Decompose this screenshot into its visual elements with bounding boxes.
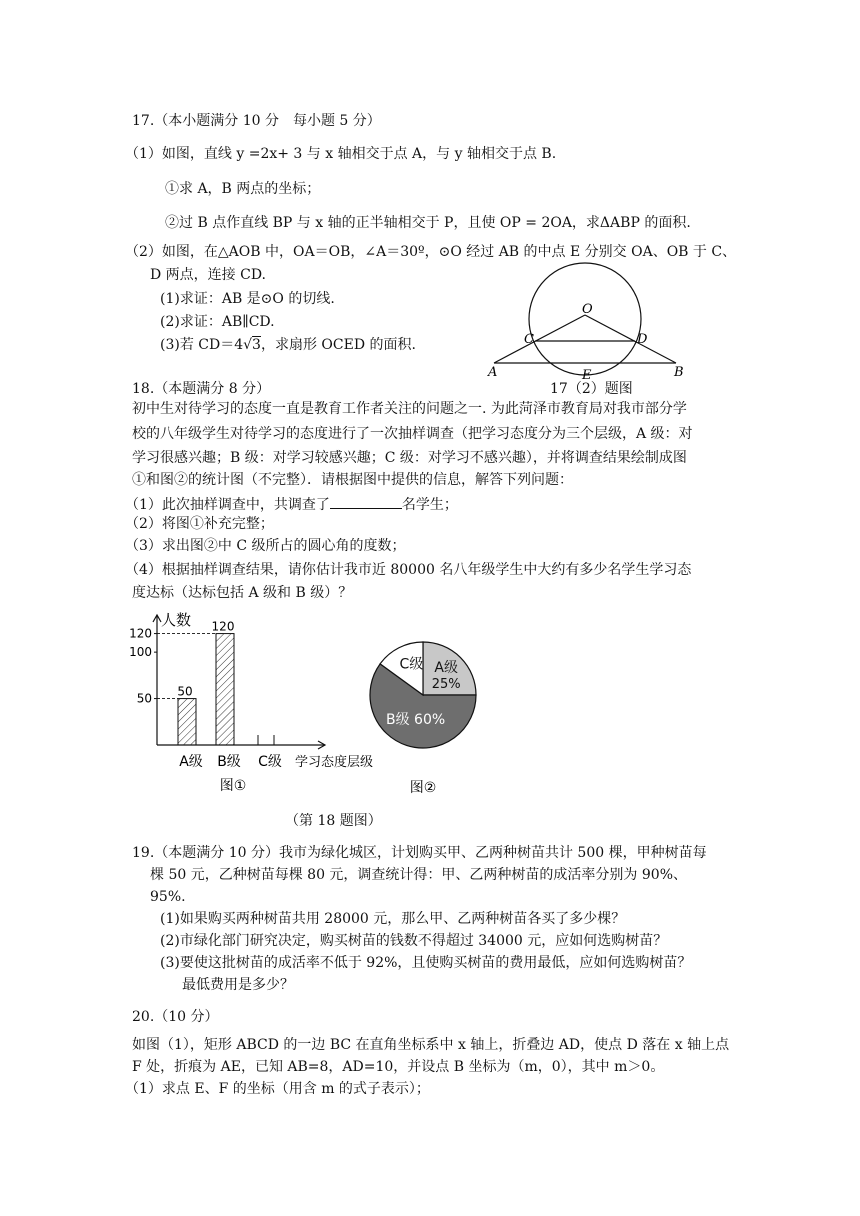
x-tick-label: C级 xyxy=(258,754,282,770)
label-b: B xyxy=(674,365,684,380)
q18-q1-post: 名学生； xyxy=(401,497,458,513)
bar-data-label: 120 xyxy=(211,619,235,634)
q18-question-4a: （4）根据抽样调查结果，请你估计我市近 80000 名八年级学生中大约有多少名学生学习态 xyxy=(125,562,692,578)
q19-sub-1: (1)如果购买两种树苗共用 28000 元，那么甲、乙两种树苗各买了多少棵？ xyxy=(160,911,626,927)
circle-o xyxy=(529,263,641,375)
q17-figure-caption: 17（2）题图 xyxy=(550,381,633,397)
q18-q1-pre: （1）此次抽样调查中，共调查了 xyxy=(125,497,330,513)
q19-sub-2: (2)市绿化部门研究决定，购买树苗的钱数不得超过 34000 元，应如何选购树苗？ xyxy=(160,933,668,949)
sqrt-sign: √ xyxy=(243,337,253,353)
q19-sub-3: (3)要使这批树苗的成活率不低于 92%，且使购买树苗的费用最低，应如何选购树苗？ xyxy=(160,955,692,971)
bar-data-label: 50 xyxy=(177,684,193,699)
answer-blank xyxy=(330,494,402,509)
q17-sub3-post: ，求扇形 OCED 的面积. xyxy=(260,337,416,353)
q19-sub-3b: 最低费用是多少？ xyxy=(182,977,294,993)
pie-chart xyxy=(360,640,490,800)
q17-sub3-radicand: 3 xyxy=(252,337,261,353)
q18-question-2: （2）将图①补充完整； xyxy=(125,516,274,532)
q17-circle-figure xyxy=(480,258,700,384)
q18-body-2: 校的八年级学生对待学习的态度进行了一次抽样调查（把学习态度分为三个层级，A 级：对 xyxy=(132,426,693,442)
label-o: O xyxy=(582,302,593,317)
q20-line-1: 如图（1），矩形 ABCD 的一边 BC 在直角坐标系中 x 轴上，折叠边 AD，使点 D 落在 x 轴上点 xyxy=(132,1037,730,1053)
segment-ob xyxy=(585,315,676,363)
label-c: C xyxy=(524,332,534,347)
y-axis-label: 人数 xyxy=(161,611,192,629)
q18-body-4: ①和图②的统计图（不完整）．请根据图中提供的信息，解答下列问题： xyxy=(132,472,573,488)
q20-header: 20.（10 分） xyxy=(132,1009,219,1025)
q18-question-4b: 度达标（达标包括 A 级和 B 级）？ xyxy=(132,585,353,601)
q17-part1-b: ②过 B 点作直线 BP 与 x 轴的正半轴相交于 P，且使 OP = 2OA，求ΔABP 的面积. xyxy=(165,215,691,231)
y-tick-label: 50 xyxy=(136,691,152,706)
pie-pct-label: 25% xyxy=(431,676,461,692)
x-tick-label: B级 xyxy=(217,754,241,770)
x-axis-label: 学习态度层级 xyxy=(295,755,374,770)
label-d: D xyxy=(637,332,648,347)
q17-part2-sub1: (1)求证：AB 是⊙O 的切线. xyxy=(160,291,335,307)
q17-part1-a: ①求 A，B 两点的坐标； xyxy=(165,181,321,197)
bar-chart xyxy=(125,605,395,795)
q20-line-2: F 处，折痕为 AE，已知 AB=8，AD=10，并设点 B 坐标为（m，0），其中 m＞0。 xyxy=(132,1059,665,1075)
pie-label: A级 xyxy=(434,659,459,676)
q17-part2-line2: D 两点，连接 CD. xyxy=(150,267,267,283)
bar-1 xyxy=(178,699,196,745)
q20-question-1: （1）求点 E、F 的坐标（用含 m 的式子表示）； xyxy=(125,1081,430,1097)
y-tick-label: 120 xyxy=(129,626,152,641)
q17-part2-sub2: (2)求证：AB∥CD. xyxy=(160,314,275,330)
q19-line-3: 95%. xyxy=(150,889,186,905)
q19-line-2: 棵 50 元，乙种树苗每棵 80 元，调查统计得：甲、乙两种树苗的成活率分别为 90%、 xyxy=(150,867,687,883)
segment-oa xyxy=(494,315,585,363)
q18-question-3: （3）求出图②中 C 级所占的圆心角的度数； xyxy=(125,538,406,554)
x-tick-label: A级 xyxy=(179,754,203,770)
q17-part2-line1: （2）如图，在△AOB 中，OA＝OB，∠A＝30º，⊙O 经过 AB 的中点 E 分别交 OA、OB 于 C、 xyxy=(125,244,737,260)
chart-caption: 图② xyxy=(409,780,437,796)
q18-header: 18.（本题满分 8 分） xyxy=(132,381,271,397)
q19-line-1: 19.（本题满分 10 分）我市为绿化城区，计划购买甲、乙两种树苗共计 500 棵，甲种树苗每 xyxy=(132,845,707,861)
label-e: E xyxy=(582,368,592,383)
q17-sub3-pre: (3)若 CD＝4 xyxy=(160,337,244,353)
y-tick-label: 100 xyxy=(129,645,152,660)
label-a: A xyxy=(488,365,498,380)
q17-part2-sub3 xyxy=(160,336,416,354)
q17-part1: （1）如图，直线 y =2x+ 3 与 x 轴相交于点 A，与 y 轴相交于点 B. xyxy=(125,146,557,162)
q18-figure-caption: （第 18 题图） xyxy=(285,813,382,829)
pie-label: B级 60% xyxy=(385,711,446,728)
q17-header: 17.（本小题满分 10 分 每小题 5 分） xyxy=(132,113,381,129)
bar-2 xyxy=(216,634,234,745)
q18-question-1 xyxy=(125,494,458,514)
q18-body-3: 学习很感兴趣；B 级：对学习较感兴趣；C 级：对学习不感兴趣），并将调查结果绘制成图 xyxy=(132,450,687,466)
q18-body-1: 初中生对待学习的态度一直是教育工作者关注的问题之一. 为此菏泽市教育局对我市部分学 xyxy=(132,401,687,417)
chart-caption: 图① xyxy=(219,778,247,794)
pie-label: C级 xyxy=(399,656,424,673)
